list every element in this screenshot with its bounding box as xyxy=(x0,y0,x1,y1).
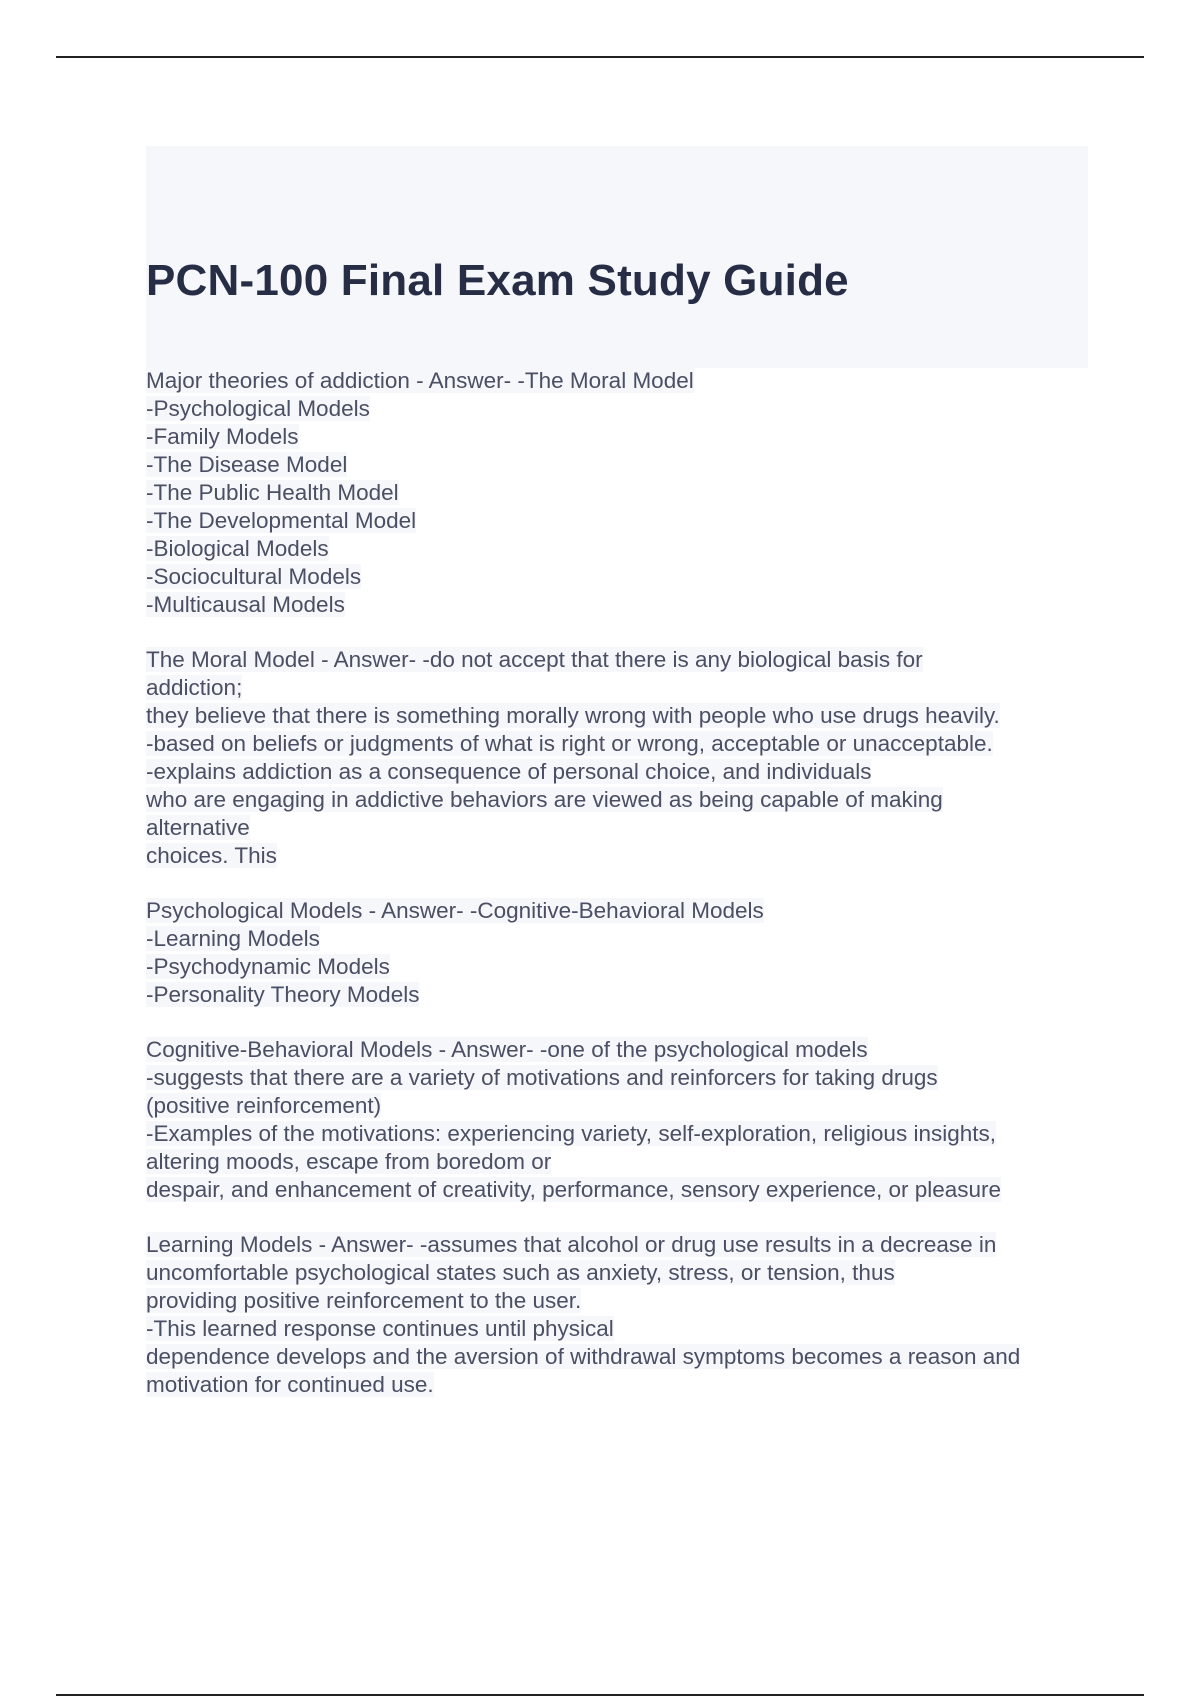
text-line: -Sociocultural Models xyxy=(146,564,362,589)
text-line: -Multicausal Models xyxy=(146,592,345,617)
bottom-rule xyxy=(56,1694,1144,1696)
qa-learning-models xyxy=(146,1231,1088,1399)
page-title: PCN-100 Final Exam Study Guide xyxy=(146,256,849,305)
text-line: -Personality Theory Models xyxy=(146,982,420,1007)
text-line: providing positive reinforcement to the user. xyxy=(146,1288,582,1313)
text-line: -Learning Models xyxy=(146,926,320,951)
qa-psychological-models xyxy=(146,897,1088,1009)
text-line: Cognitive-Behavioral Models - Answer- -one of the psychological models xyxy=(146,1037,868,1062)
text-line: they believe that there is something morally wrong with people who use drugs heavily. xyxy=(146,703,1000,728)
text-line: -Family Models xyxy=(146,424,299,449)
text-line: addiction; xyxy=(146,675,243,700)
text-line: -The Developmental Model xyxy=(146,508,417,533)
text-line: Psychological Models - Answer- -Cognitive-Behavioral Models xyxy=(146,898,764,923)
text-line: motivation for continued use. xyxy=(146,1372,434,1397)
text-line: -Psychodynamic Models xyxy=(146,954,390,979)
study-guide-content xyxy=(146,367,1088,1426)
text-line: Major theories of addiction - Answer- -The Moral Model xyxy=(146,368,694,393)
text-line: choices. This xyxy=(146,843,277,868)
text-line: -Biological Models xyxy=(146,536,329,561)
top-rule xyxy=(56,56,1144,58)
text-line: -The Disease Model xyxy=(146,452,348,477)
text-line: -Psychological Models xyxy=(146,396,370,421)
qa-moral-model xyxy=(146,646,1088,870)
text-line: -based on beliefs or judgments of what is right or wrong, acceptable or unacceptable. xyxy=(146,731,993,756)
text-line: who are engaging in addictive behaviors are viewed as being capable of making xyxy=(146,787,943,812)
qa-cognitive-behavioral-models xyxy=(146,1036,1088,1204)
text-line: -explains addiction as a consequence of personal choice, and individuals xyxy=(146,759,872,784)
text-line: -The Public Health Model xyxy=(146,480,399,505)
title-block xyxy=(146,146,1088,368)
text-line: dependence develops and the aversion of withdrawal symptoms becomes a reason and xyxy=(146,1344,1021,1369)
text-line: -Examples of the motivations: experiencing variety, self-exploration, religious insights, xyxy=(146,1121,996,1146)
text-line: -suggests that there are a variety of motivations and reinforcers for taking drugs xyxy=(146,1065,938,1090)
text-line: (positive reinforcement) xyxy=(146,1093,382,1118)
text-line: Learning Models - Answer- -assumes that alcohol or drug use results in a decrease in xyxy=(146,1232,997,1257)
text-line: despair, and enhancement of creativity, performance, sensory experience, or pleasure xyxy=(146,1177,1002,1202)
text-line: altering moods, escape from boredom or xyxy=(146,1149,552,1174)
text-line: The Moral Model - Answer- -do not accept that there is any biological basis for xyxy=(146,647,923,672)
text-line: alternative xyxy=(146,815,250,840)
text-line: -This learned response continues until physical xyxy=(146,1316,614,1341)
qa-major-theories xyxy=(146,367,1088,619)
text-line: uncomfortable psychological states such as anxiety, stress, or tension, thus xyxy=(146,1260,895,1285)
